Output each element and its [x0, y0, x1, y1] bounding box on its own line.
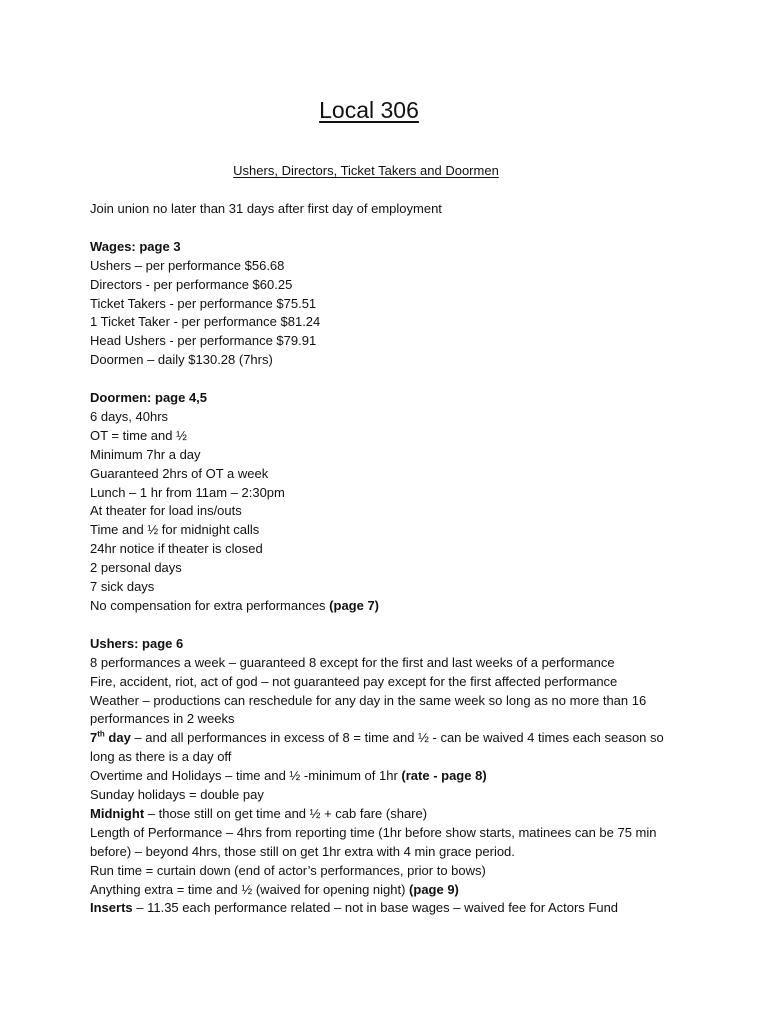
doormen-last-text: No compensation for extra performances: [90, 598, 330, 613]
doormen-line: Guaranteed 2hrs of OT a week: [90, 465, 269, 481]
doormen-last-line: [90, 597, 680, 616]
midnight-text: – those still on get time and ½ + cab fare (share): [144, 805, 428, 821]
doormen-line: At theater for load ins/outs: [90, 503, 242, 519]
ushers-overtime-line: [90, 767, 680, 786]
wages-line: Directors - per performance $60.25: [90, 276, 293, 292]
wages-line: Ticket Takers - per performance $75.51: [90, 295, 317, 311]
intro-line: Join union no later than 31 days after first day of employment: [90, 201, 442, 216]
overtime-page-ref: (rate - page 8): [401, 768, 487, 784]
ushers-seventh-day-line: [90, 729, 680, 767]
seventh-day-suffix: th: [97, 730, 105, 739]
ushers-line: Fire, accident, riot, act of god – not guaranteed pay except for the first affected performance: [90, 673, 618, 689]
doormen-line: Lunch – 1 hr from 11am – 2:30pm: [90, 484, 285, 500]
doormen-line: Minimum 7hr a day: [90, 446, 201, 462]
doormen-page-ref: (page 7): [329, 598, 380, 613]
document-subtitle: Ushers, Directors, Ticket Takers and Doormen: [233, 163, 499, 178]
extra-page-ref: (page 9): [409, 881, 459, 897]
wages-line: Ushers – per performance $56.68: [90, 257, 285, 273]
wages-line: 1 Ticket Taker - per performance $81.24: [90, 314, 321, 330]
page-title: Local 306: [319, 97, 419, 123]
ushers-line: 8 performances a week – guaranteed 8 except for the first and last weeks of a performance: [90, 654, 615, 670]
wages-heading: Wages: page 3: [90, 238, 181, 254]
document-body: [90, 200, 680, 918]
inserts-text: – 11.35 each performance related – not in base wages – waived fee for Actors Fund: [132, 900, 619, 916]
seventh-day-number: 7: [90, 730, 98, 746]
seventh-day-text: – and all performances in excess of 8 = time and ½ - can be waived 4 times each season so long as there is a day off: [90, 730, 664, 765]
ushers-line: Run time = curtain down (end of actor’s performances, prior to bows): [90, 862, 486, 878]
ushers-line: Length of Performance – 4hrs from reporting time (1hr before show starts, matinees can be 75 min before) – beyond 4hrs, those still on get 1hr extra with 4 min grace period.: [90, 824, 657, 859]
ushers-midnight-line: [90, 805, 680, 824]
ushers-extra-line: [90, 881, 680, 900]
doormen-line: 6 days, 40hrs: [90, 408, 169, 424]
wages-line: Doormen – daily $130.28 (7hrs): [90, 352, 273, 368]
doormen-line: 7 sick days: [90, 579, 155, 595]
midnight-label: Midnight: [90, 805, 145, 821]
ushers-inserts-line: [90, 899, 680, 918]
doormen-line: 24hr notice if theater is closed: [90, 541, 263, 557]
doormen-heading: Doormen: page 4,5: [90, 390, 208, 406]
inserts-label: Inserts: [90, 900, 133, 916]
wages-line: Head Ushers - per performance $79.91: [90, 333, 317, 349]
doormen-line: OT = time and ½: [90, 427, 187, 443]
extra-text: Anything extra = time and ½ (waived for opening night): [90, 881, 410, 897]
seventh-day-label: day: [104, 730, 131, 746]
ushers-line: Sunday holidays = double pay: [90, 787, 264, 803]
overtime-text: Overtime and Holidays – time and ½ -minimum of 1hr: [90, 768, 402, 784]
doormen-line: 2 personal days: [90, 560, 182, 576]
ushers-line: Weather – productions can reschedule for any day in the same week so long as no more than 16 performances in 2 weeks: [90, 692, 647, 727]
doormen-line: Time and ½ for midnight calls: [90, 522, 260, 538]
ushers-heading: Ushers: page 6: [90, 635, 184, 651]
